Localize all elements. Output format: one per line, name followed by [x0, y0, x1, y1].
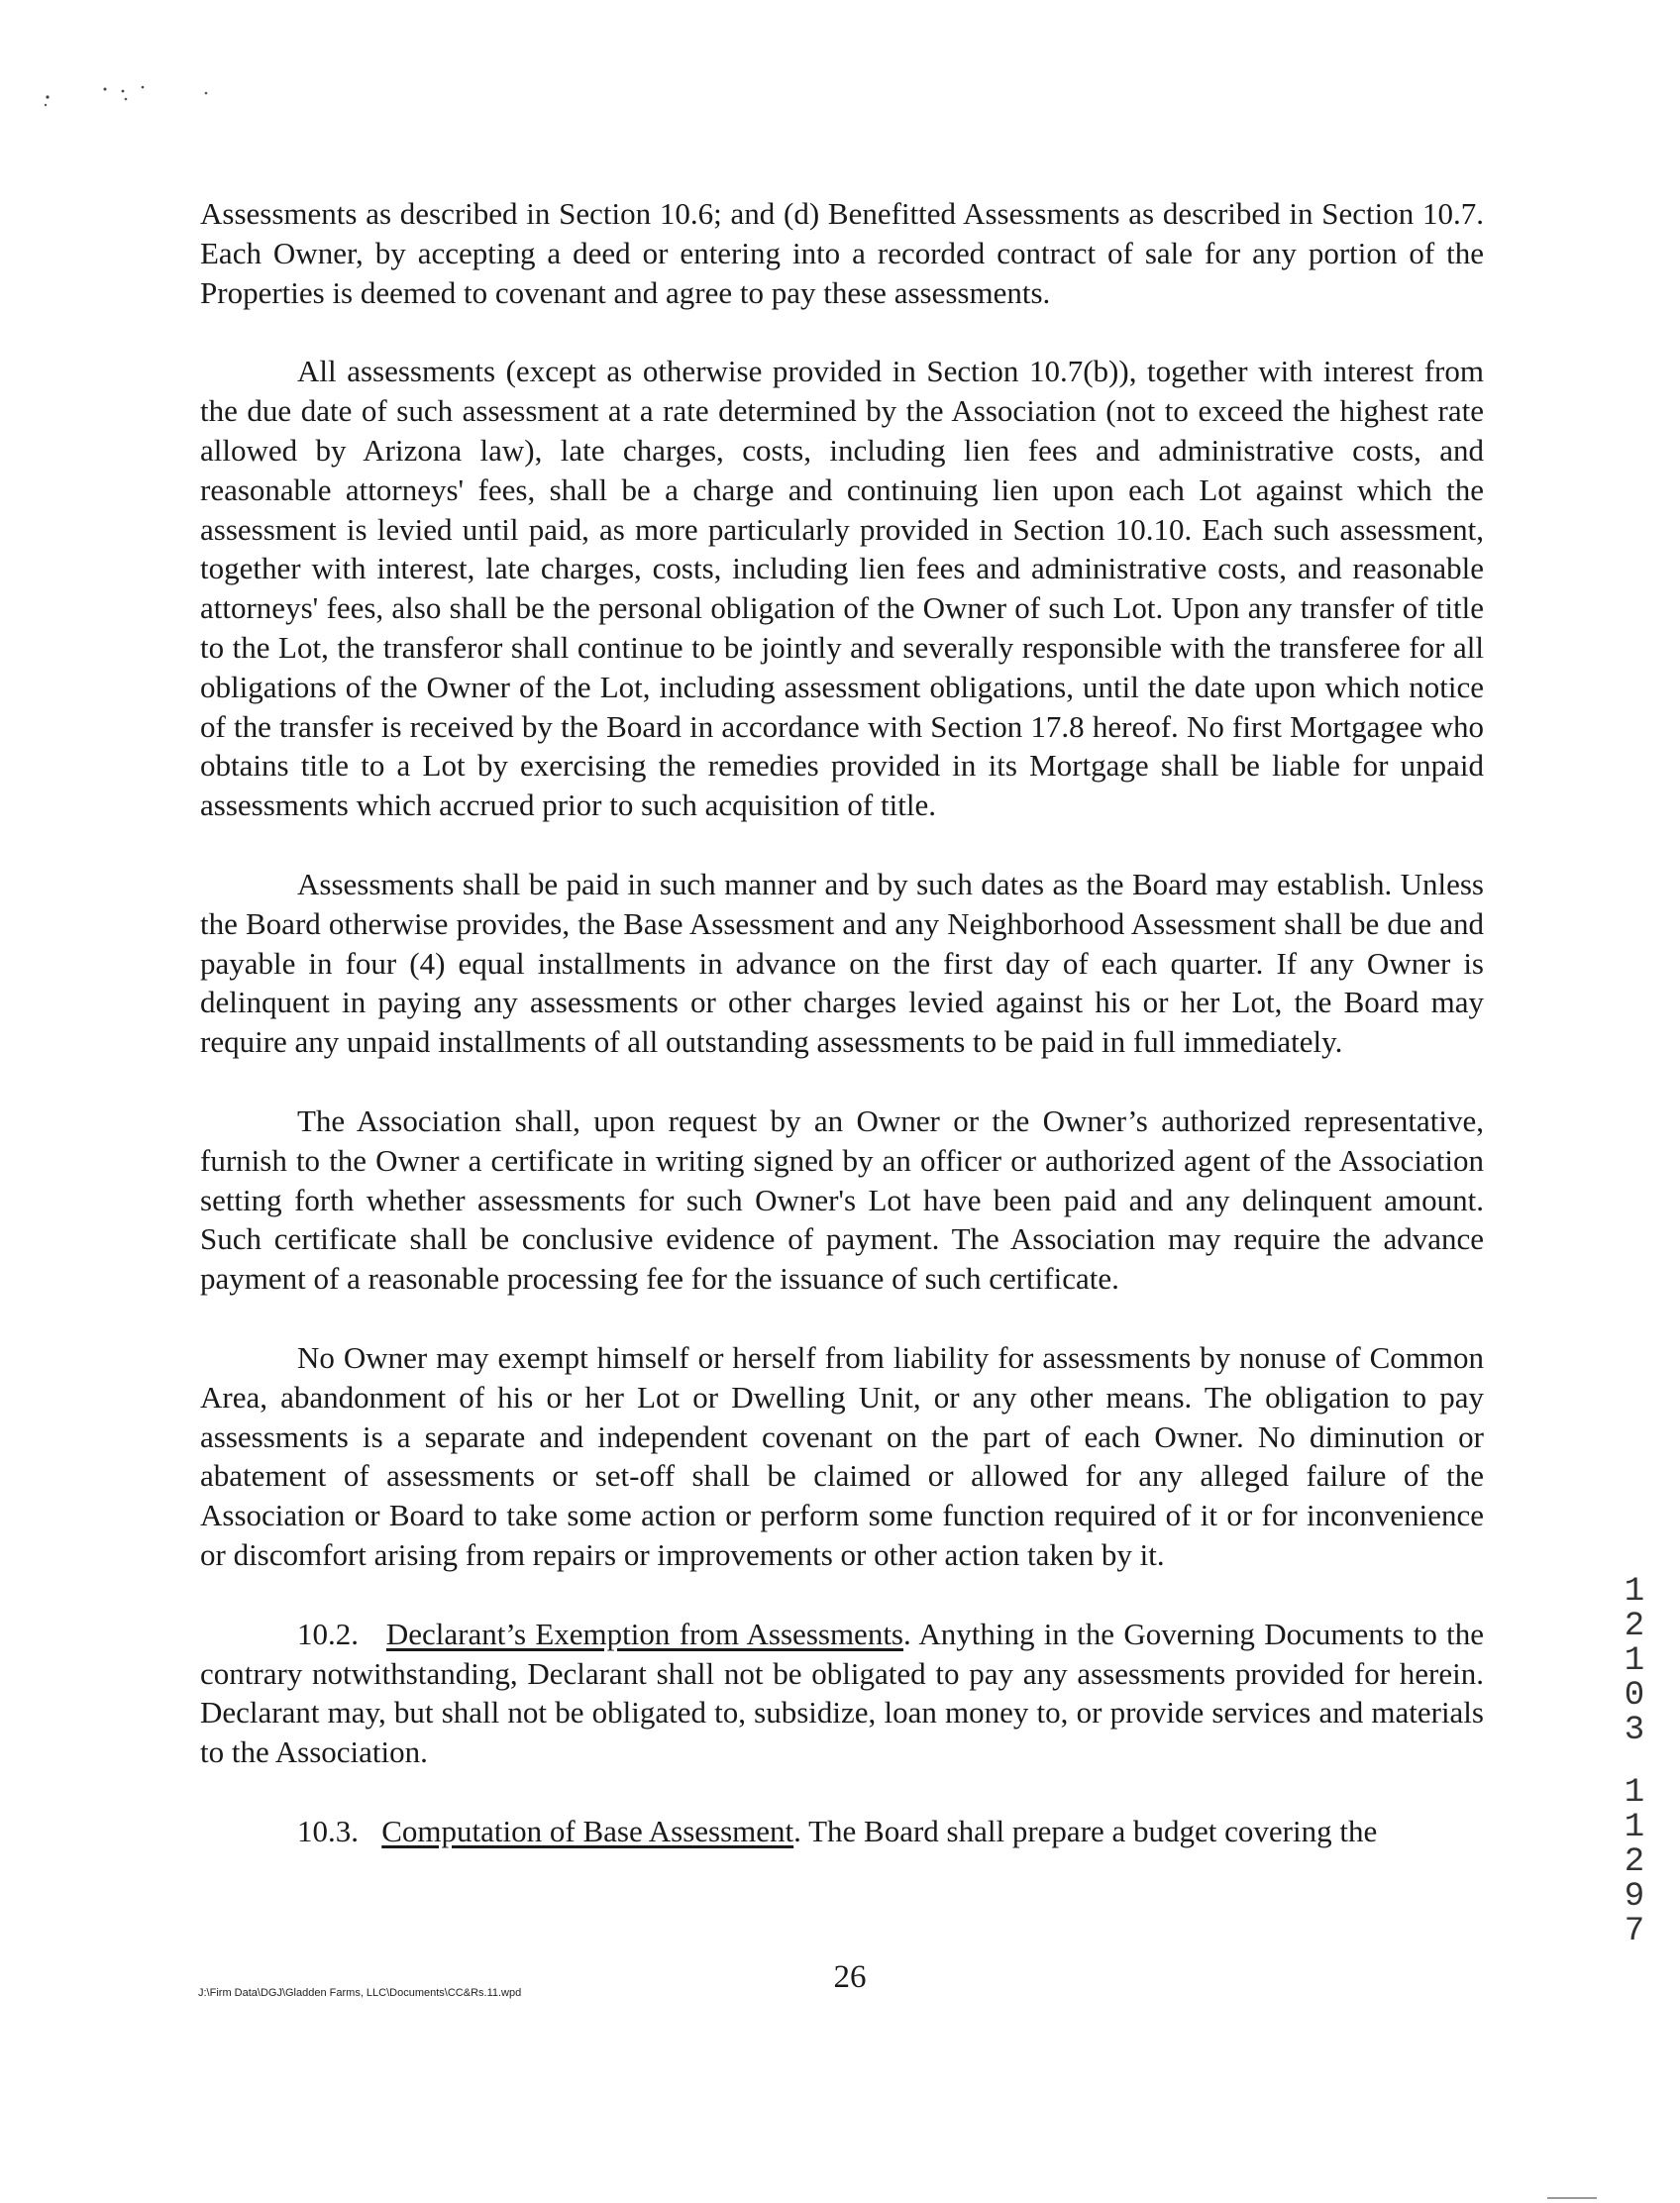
document-body [200, 194, 1484, 1891]
paragraph-assessments-types: Assessments as described in Section 10.6; and (d) Benefitted Assessments as described in Section 10.7. Each Owner, by accepting a deed or entering into a recorded contract of sale for any portion of the Properties is deemed to covenant and agree to pay these assessments. [200, 196, 1484, 310]
paragraph-certificate: The Association shall, upon request by an Owner or the Owner’s authorized representative, furnish to the Owner a certificate in writing signed by an officer or authorized agent of the Association setting forth whether assessments for such Owner's Lot have been paid and any delinquent amount. Such certificate shall be conclusive evidence of payment. The Association may require the advance payment of a reasonable processing fee for the issuance of such certificate. [200, 1102, 1484, 1297]
stamp-digit: 1 [1624, 1774, 1645, 1812]
stamp-digit: 1 [1624, 1809, 1645, 1846]
section-10-2-title: Declarant’s Exemption from Assessments [385, 1616, 903, 1651]
paragraph-payment-schedule: Assessments shall be paid in such manner and by such dates as the Board may establish. Unless the Board otherwise provides, the Base Assessment and any Neighborhood Assessment shall be due and payable in four (4) equal installments in advance on the first day of each quarter. If any Owner is delinquent in paying any assessments or other charges levied against his or her Lot, the Board may require any unpaid installments of all outstanding assessments to be paid in full immediately. [200, 866, 1484, 1060]
footer-file-path: J:\Firm Data\DGJ\Gladden Farms, LLC\Documents\CC&Rs.11.wpd [198, 1987, 522, 1999]
margin-recording-stamp [1613, 1575, 1656, 1949]
stamp-digit: 0 [1624, 1677, 1645, 1715]
section-10-2-number: 10.2. [297, 1616, 359, 1651]
stamp-digit: 9 [1624, 1878, 1645, 1916]
section-10-3-text: . The Board shall prepare a budget covering the [793, 1813, 1378, 1848]
paragraph-no-exemption: No Owner may exempt himself or herself from liability for assessments by nonuse of Common Area, abandonment of his or her Lot or Dwelling Unit, or any other means. The obligation to pay assessments is a separate and independent covenant on the part of each Owner. No diminution or abatement of assessments or set-off shall be claimed or allowed for any alleged failure of the Association or Board to take some action or perform some function required of it or for inconvenience or discomfort arising from repairs or improvements or other action taken by it. [200, 1339, 1484, 1572]
section-10-3-number: 10.3. [297, 1813, 359, 1848]
stamp-digit: 1 [1624, 1642, 1645, 1680]
stamp-digit: 2 [1624, 1608, 1645, 1645]
stamp-digit: 7 [1624, 1913, 1645, 1950]
section-10-3 [200, 1812, 1484, 1851]
paragraph-assessment-lien: All assessments (except as otherwise provided in Section 10.7(b)), together with interest from the due date of such assessment at a rate determined by the Association (not to exceed the highest rate allowed by Arizona law), late charges, costs, including lien fees and administrative costs, and reasonable attorneys' fees, shall be a charge and continuing lien upon each Lot against which the assessment is levied until paid, as more particularly provided in Section 10.10. Each such assessment, together with interest, late charges, costs, including lien fees and administrative costs, and reasonable attorneys' fees, also shall be the personal obligation of the Owner of such Lot. Upon any transfer of title to the Lot, the transferor shall continue to be jointly and severally responsible with the transferee for all obligations of the Owner of the Lot, including assessment obligations, until the date upon which notice of the transfer is received by the Board in accordance with Section 17.8 hereof. No first Mortgagee who obtains title to a Lot by exercising the remedies provided in its Mortgage shall be liable for unpaid assessments which accrued prior to such acquisition of title. [200, 354, 1484, 823]
scan-specks [40, 69, 228, 119]
stamp-digit: 3 [1624, 1712, 1645, 1749]
stamp-digit: 2 [1624, 1843, 1645, 1881]
section-10-2-text: . Anything in the Governing Documents to the contrary notwithstanding, Declarant shall not be obligated to pay any assessments provided for herein. Declarant may, but shall not be obligated to, subsidize, loan money to, or provide services and materials to the Association. [200, 1616, 1485, 1770]
section-10-2 [200, 1615, 1484, 1772]
page-number: 26 [833, 1959, 867, 1995]
stamp-digit: 1 [1624, 1573, 1645, 1611]
corner-mark [1547, 2197, 1597, 2199]
section-10-3-title: Computation of Base Assessment [381, 1813, 794, 1848]
